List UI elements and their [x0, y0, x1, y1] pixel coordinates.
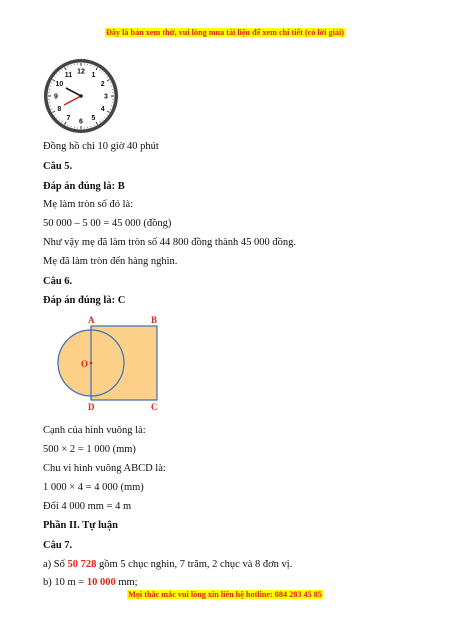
q5-line-3: Như vậy mẹ đã làm tròn số 44 800 đồng thành 45 000 đồng.: [43, 237, 296, 248]
label-a: A: [88, 315, 95, 325]
q7-b: b) 10 m = 10 000 mm;: [43, 577, 138, 588]
clock-numeral: 4: [100, 106, 105, 113]
square-circle-figure: [50, 312, 175, 414]
label-c: C: [151, 402, 158, 412]
clock-numeral: 11: [64, 71, 73, 79]
q6-title: Câu 6.: [43, 276, 73, 287]
clock-numeral: 12: [77, 68, 85, 76]
clock-numeral: 9: [54, 93, 58, 101]
q5-line-4: Mẹ đã làm tròn đến hàng nghìn.: [43, 256, 178, 267]
q6-line-1: Cạnh của hình vuông là:: [43, 425, 146, 436]
q7-a-number: 50 728: [67, 559, 97, 570]
label-d: D: [88, 402, 95, 412]
q5-title: Câu 5.: [43, 161, 73, 172]
clock-numeral: 8: [57, 106, 62, 113]
q5-answer: Đáp án đúng là: B: [43, 181, 125, 192]
clock-numeral: 6: [79, 118, 83, 126]
part2-title: Phần II. Tự luận: [43, 520, 118, 531]
clock-numeral: 5: [91, 115, 96, 123]
q6-answer: Đáp án đúng là: C: [43, 295, 126, 306]
q5-line-1: Mẹ làm tròn số đó là:: [43, 199, 134, 210]
label-b: B: [151, 315, 158, 325]
q6-line-2: 500 × 2 = 1 000 (mm): [43, 444, 136, 455]
clock-numeral: 10: [55, 81, 64, 88]
header-notice: Đây là bản xem thử, vui lòng mua tài liệu để xem chi tiết (có lời giải): [105, 28, 344, 37]
q6-line-4: 1 000 × 4 = 4 000 (mm): [43, 482, 144, 493]
q6-line-5: Đổi 4 000 mm = 4 m: [43, 501, 132, 512]
clock-numeral: 7: [66, 115, 71, 123]
clock-image: [42, 57, 120, 135]
clock-caption: Đồng hồ chỉ 10 giờ 40 phút: [43, 141, 159, 152]
q7-a: a) Số 50 728 gồm 5 chục nghìn, 7 trăm, 2 chục và 8 đơn vị.: [43, 559, 293, 570]
clock-numeral: 2: [100, 81, 105, 88]
clock-numeral: 1: [91, 71, 96, 79]
q7-title: Câu 7.: [43, 540, 73, 551]
q7-b-number: 10 000: [86, 577, 116, 588]
q5-line-2: 50 000 – 5 00 = 45 000 (đồng): [43, 218, 172, 229]
q6-line-3: Chu vi hình vuông ABCD là:: [43, 463, 166, 474]
label-o: O: [81, 359, 89, 369]
center-point: [90, 362, 93, 365]
footer-notice: Mọi thắc mắc vui lòng xin liên hệ hotline: 084 283 45 85: [128, 590, 322, 599]
clock-numeral: 3: [104, 93, 108, 101]
